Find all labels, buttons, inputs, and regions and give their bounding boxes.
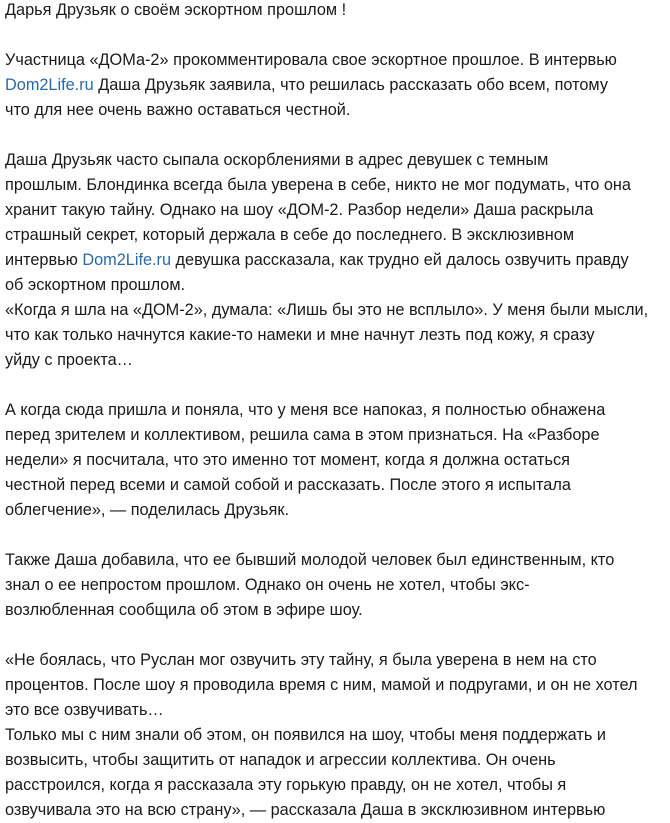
paragraph-5-line: расстроился, когда я рассказала эту горькую правду, он не хотел, чтобы я	[5, 776, 567, 794]
paragraph-2-line: что как только начнутся какие-то намеки и мне начнут лезть под кожу, я сразу	[5, 326, 595, 344]
paragraph-3-line: честной перед всеми и самой собой и рассказать. После этого я испытала	[5, 476, 571, 494]
paragraph-2-line: прошлым. Блондинка всегда была уверена в себе, никто не мог подумать, что она	[5, 176, 631, 194]
paragraph-4-line: Также Даша добавила, что ее бывший молодой человек был единственным, кто	[5, 551, 615, 569]
paragraph-3-line: перед зрителем и коллективом, решила сама в этом признаться. На «Разборе	[5, 426, 600, 444]
paragraph-gap	[5, 523, 665, 548]
paragraph-2-text: девушка рассказала, как трудно ей далось озвучить правду	[171, 251, 629, 269]
paragraph-gap	[5, 623, 665, 648]
paragraph-3-line: облегчение», — поделилась Друзьяк.	[5, 501, 289, 519]
paragraph-1-line	[5, 73, 665, 98]
paragraph-2-line: страшный секрет, который держала в себе до последнего. В эксклюзивном	[5, 226, 575, 244]
paragraph-2-line: Даша Друзьяк часто сыпала оскорблениями в адрес девушек с темным	[5, 151, 549, 169]
article-body	[5, 0, 665, 823]
paragraph-5-line: «Не боялась, что Руслан мог озвучить эту тайну, я была уверена в нем на сто	[5, 651, 597, 669]
paragraph-2-text: интервью	[5, 251, 83, 269]
paragraph-2-line: об эскортном прошлом.	[5, 276, 186, 294]
paragraph-5-line: Только мы с ним знали об этом, он появился на шоу, чтобы меня поддержать и	[5, 726, 606, 744]
paragraph-1-line: Участница «ДОМа-2» прокомментировала свое эскортное прошлое. В интервью	[5, 51, 617, 69]
paragraph-gap	[5, 123, 665, 148]
article-title: Дарья Друзьяк о своём эскортном прошлом !	[5, 1, 347, 19]
paragraph-4-line: возлюбленная сообщила об этом в эфире шоу.	[5, 601, 363, 619]
paragraph-3-line: недели» я посчитала, что это именно тот момент, когда я должна остаться	[5, 451, 570, 469]
paragraph-2-line: уйду с проекта…	[5, 351, 133, 369]
paragraph-5-line: возвысить, чтобы защитить от нападок и агрессии коллектива. Он очень	[5, 751, 556, 769]
paragraph-2-line: хранит такую тайну. Однако на шоу «ДОМ-2. Разбор недели» Даша раскрыла	[5, 201, 594, 219]
paragraph-1-text: Даша Друзьяк заявила, что решилась рассказать обо всем, потому	[93, 76, 608, 94]
dom2life-link[interactable]: Dom2Life.ru	[82, 251, 172, 269]
paragraph-gap	[5, 373, 665, 398]
paragraph-2-line: «Когда я шла на «ДОМ-2», думала: «Лишь бы это не всплыло». У меня были мысли,	[5, 301, 649, 319]
paragraph-4-line: знал о ее непростом прошлом. Однако он очень не хотел, чтобы экс-	[5, 576, 530, 594]
paragraph-5-line: процентов. После шоу я проводила время с ним, мамой и подругами, и он не хотел	[5, 676, 638, 694]
paragraph-5-line: озвучивала это на всю страну», — рассказала Даша в эксклюзивном интервью	[5, 801, 606, 819]
paragraph-2-line	[5, 248, 665, 273]
dom2life-link[interactable]: Dom2Life.ru	[5, 76, 94, 94]
paragraph-gap	[5, 23, 665, 48]
paragraph-1-line: что для нее очень важно оставаться честной.	[5, 101, 351, 119]
paragraph-3-line: А когда сюда пришла и поняла, что у меня все напоказ, я полностью обнажена	[5, 401, 606, 419]
paragraph-5-line: это все озвучивать…	[5, 701, 164, 719]
